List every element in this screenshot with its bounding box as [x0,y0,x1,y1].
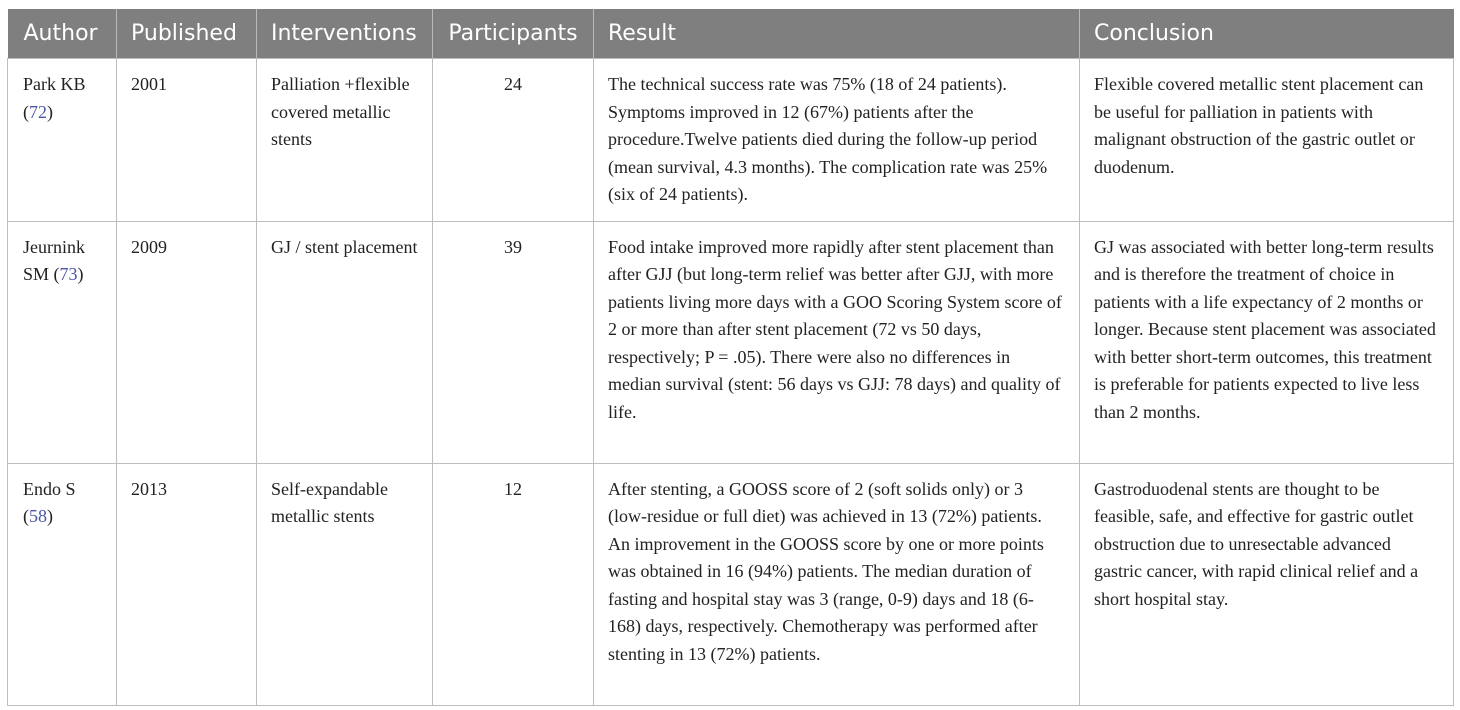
header-participants: Participants [433,9,594,59]
author-name: Park KB [23,74,86,94]
cell-interventions: Palliation +flexible covered metallic stents [257,59,433,222]
cell-result: The technical success rate was 75% (18 of 24 patients). Symptoms improved in 12 (67%) patients after the procedure.Twelve patients died during the follow-up period (mean survival, 4.3 months). The complication rate was 25% (six of 24 patients). [594,59,1080,222]
header-author: Author [8,9,117,59]
reference-link[interactable]: 72 [29,101,47,122]
cell-conclusion: Flexible covered metallic stent placement can be useful for palliation in patients with malignant obstruction of the gastric outlet or duodenum. [1080,59,1454,222]
header-result: Result [594,9,1080,59]
reference-link[interactable]: 58 [29,506,47,526]
cell-published: 2009 [117,221,257,463]
table-row [8,463,1454,705]
table-row [8,221,1454,463]
studies-table-container [7,9,1453,706]
cell-conclusion: GJ was associated with better long-term results and is therefore the treatment of choice in patients with a life expectancy of 2 months or longer. Because stent placement was associated with better short-term outcomes, this treatment is preferable for patients expected to live less than 2 months. [1080,221,1454,463]
cell-conclusion: Gastroduodenal stents are thought to be feasible, safe, and effective for gastric outlet obstruction due to unresectable advanced gastric cancer, with rapid clinical relief and a short hospital stay. [1080,463,1454,705]
studies-table [7,9,1454,706]
reference-link[interactable]: 73 [59,264,78,284]
cell-participants: 24 [433,59,594,222]
header-conclusion: Conclusion [1080,9,1454,59]
table-row [8,59,1454,222]
header-published: Published [117,9,257,59]
cell-author: Park KB (72) [8,59,117,222]
table-header-row [8,9,1454,59]
cell-author: Jeurnink SM (73) [8,221,117,463]
cell-result: Food intake improved more rapidly after stent placement than after GJJ (but long-term relief was better after GJJ, with more patients living more days with a GOO Scoring System score of 2 or more than after stent placement (72 vs 50 days, respectively; P = .05). There were also no differences in median survival (stent: 56 days vs GJJ: 78 days) and quality of life. [594,221,1080,463]
cell-result: After stenting, a GOOSS score of 2 (soft solids only) or 3 (low-residue or full diet) was achieved in 13 (72%) patients. An improvement in the GOOSS score by one or more points was obtained in 16 (94%) patients. The median duration of fasting and hospital stay was 3 (range, 0-9) days and 18 (6-168) days, respectively. Chemotherapy was performed after stenting in 13 (72%) patients. [594,463,1080,705]
cell-published: 2013 [117,463,257,705]
cell-published: 2001 [117,59,257,222]
cell-interventions: GJ / stent placement [257,221,433,463]
author-name: Jeurnink SM [23,236,85,284]
cell-interventions: Self-expandable metallic stents [257,463,433,705]
cell-participants: 39 [433,221,594,463]
cell-author: Endo S (58) [8,463,117,705]
author-name: Endo S [23,478,76,499]
header-interventions: Interventions [257,9,433,59]
cell-participants: 12 [433,463,594,705]
